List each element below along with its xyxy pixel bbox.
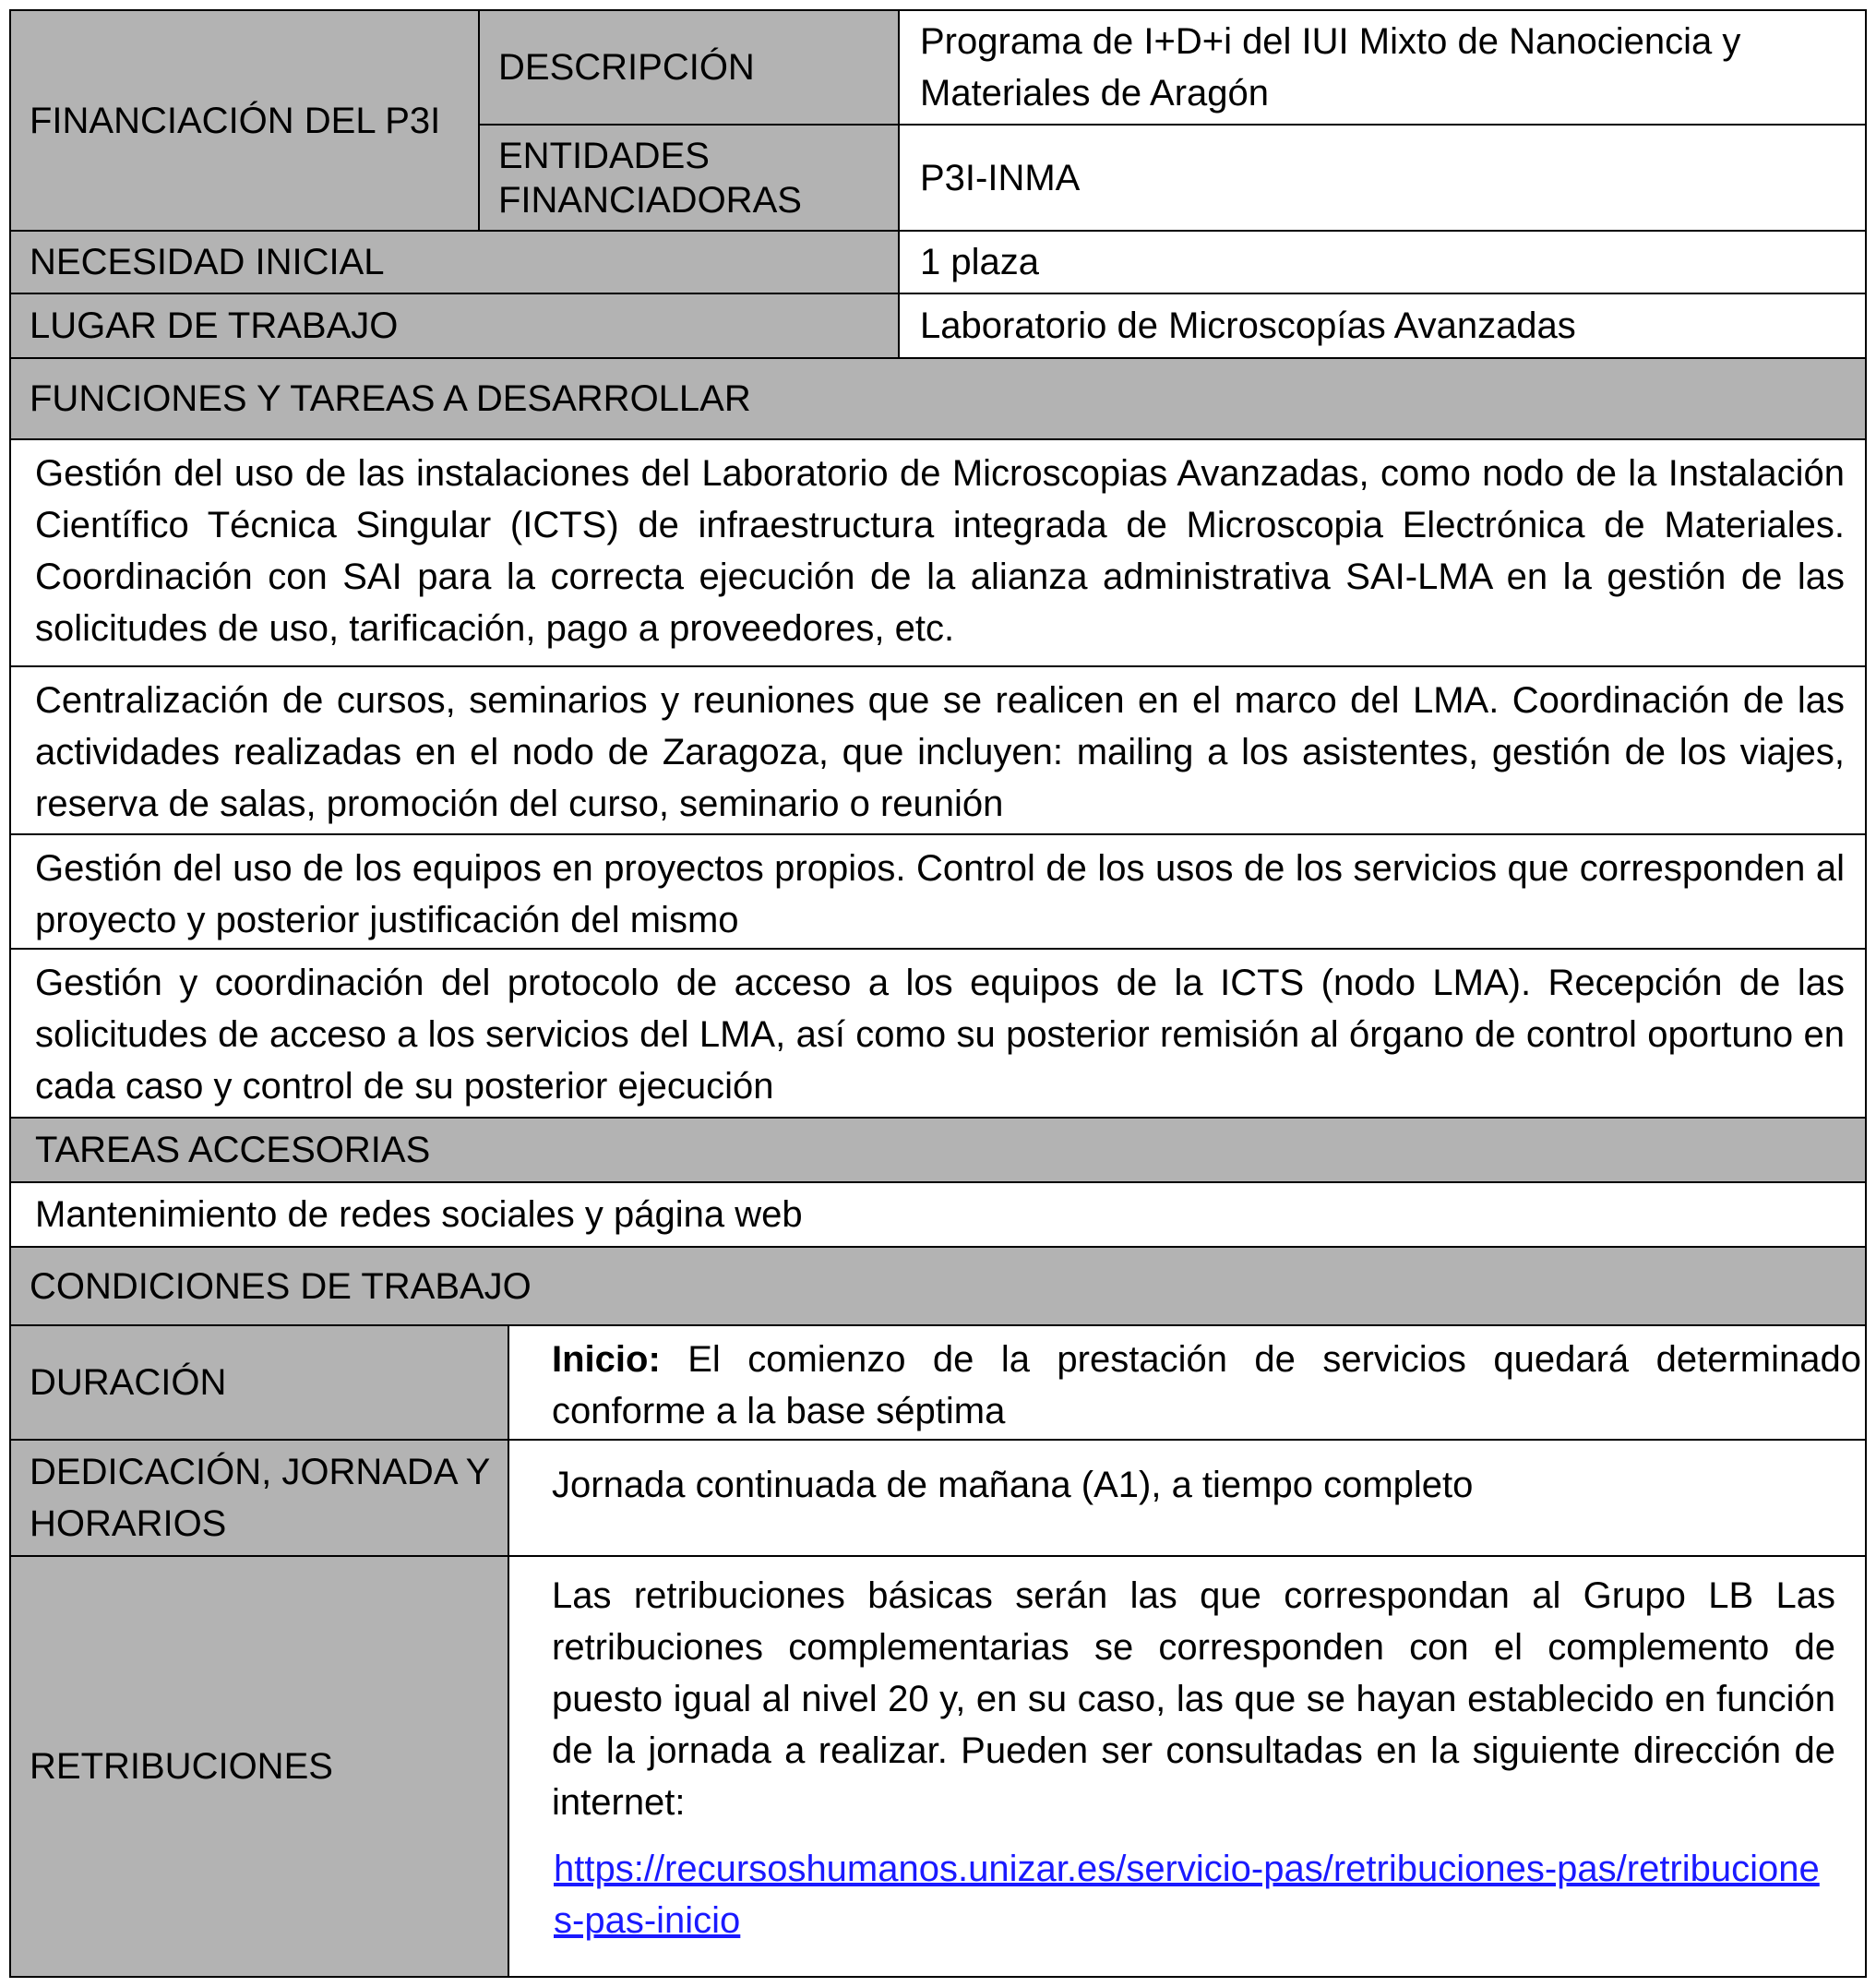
lugar-label: LUGAR DE TRABAJO [9, 293, 900, 359]
tareas-accesorias-item: Mantenimiento de redes sociales y página web [9, 1181, 1867, 1248]
descripcion-label: DESCRIPCIÓN [478, 9, 900, 126]
lugar-value: Laboratorio de Microscopías Avanzadas [898, 293, 1867, 359]
retribuciones-link[interactable]: https://recursoshumanos.unizar.es/servicio-pas/retribuciones-pas/retribuciones-pas-inicio [554, 1849, 1820, 1941]
financiacion-label: FINANCIACIÓN DEL P3I [9, 9, 480, 232]
duracion-bold: Inicio: [552, 1339, 661, 1380]
funciones-item: Centralización de cursos, seminarios y reuniones que se realicen en el marco del LMA. Coordinación de las actividades realizadas en el nodo de Zaragoza, que incluyen: mailing a los asistentes, gestión de los viajes, reserva de salas, promoción del curso, seminario o reunión [9, 665, 1867, 835]
duracion-value [508, 1324, 1867, 1441]
duracion-text: El comienzo de la prestación de servicios quedará determinado conforme a la base séptima [552, 1339, 1861, 1431]
entidades-value: P3I-INMA [898, 124, 1867, 232]
dedicacion-value: Jornada continuada de mañana (A1), a tiempo completo [508, 1439, 1867, 1557]
condiciones-header: CONDICIONES DE TRABAJO [9, 1246, 1867, 1326]
funciones-item: Gestión y coordinación del protocolo de acceso a los equipos de la ICTS (nodo LMA). Recepción de las solicitudes de acceso a los servicios del LMA, así como su posterior remisión al órgano de control oportuno en cada caso y control de su posterior ejecución [9, 948, 1867, 1119]
funciones-item: Gestión del uso de los equipos en proyectos propios. Control de los usos de los servicios que corresponden al proyecto y posterior justificación del mismo [9, 833, 1867, 950]
funciones-item: Gestión del uso de las instalaciones del Laboratorio de Microscopias Avanzadas, como nodo de la Instalación Científico Técnica Singular (ICTS) de infraestructura integrada de Microscopia Electrónica de Materiales. Coordinación con SAI para la correcta ejecución de la alianza administrativa SAI-LMA en la gestión de las solicitudes de uso, tarificación, pago a proveedores, etc. [9, 438, 1867, 667]
dedicacion-label: DEDICACIÓN, JORNADA Y HORARIOS [9, 1439, 509, 1557]
retribuciones-label: RETRIBUCIONES [9, 1555, 509, 1978]
retribuciones-value [508, 1555, 1867, 1978]
necesidad-label: NECESIDAD INICIAL [9, 230, 900, 294]
necesidad-value: 1 plaza [898, 230, 1867, 294]
funciones-header: FUNCIONES Y TAREAS A DESARROLLAR [9, 357, 1867, 440]
duracion-label: DURACIÓN [9, 1324, 509, 1441]
entidades-label: ENTIDADES FINANCIADORAS [478, 124, 900, 232]
descripcion-value: Programa de I+D+i del IUI Mixto de Nanociencia y Materiales de Aragón [898, 9, 1867, 126]
retribuciones-text: Las retribuciones básicas serán las que correspondan al Grupo LB Las retribuciones complementarias se corresponden con el complemento de puesto igual al nivel 20 y, en su caso, las que se hayan establecido en función de la jornada a realizar. Pueden ser consultadas en la siguiente dirección de internet: [552, 1575, 1835, 1823]
tareas-accesorias-header: TAREAS ACCESORIAS [9, 1117, 1867, 1183]
